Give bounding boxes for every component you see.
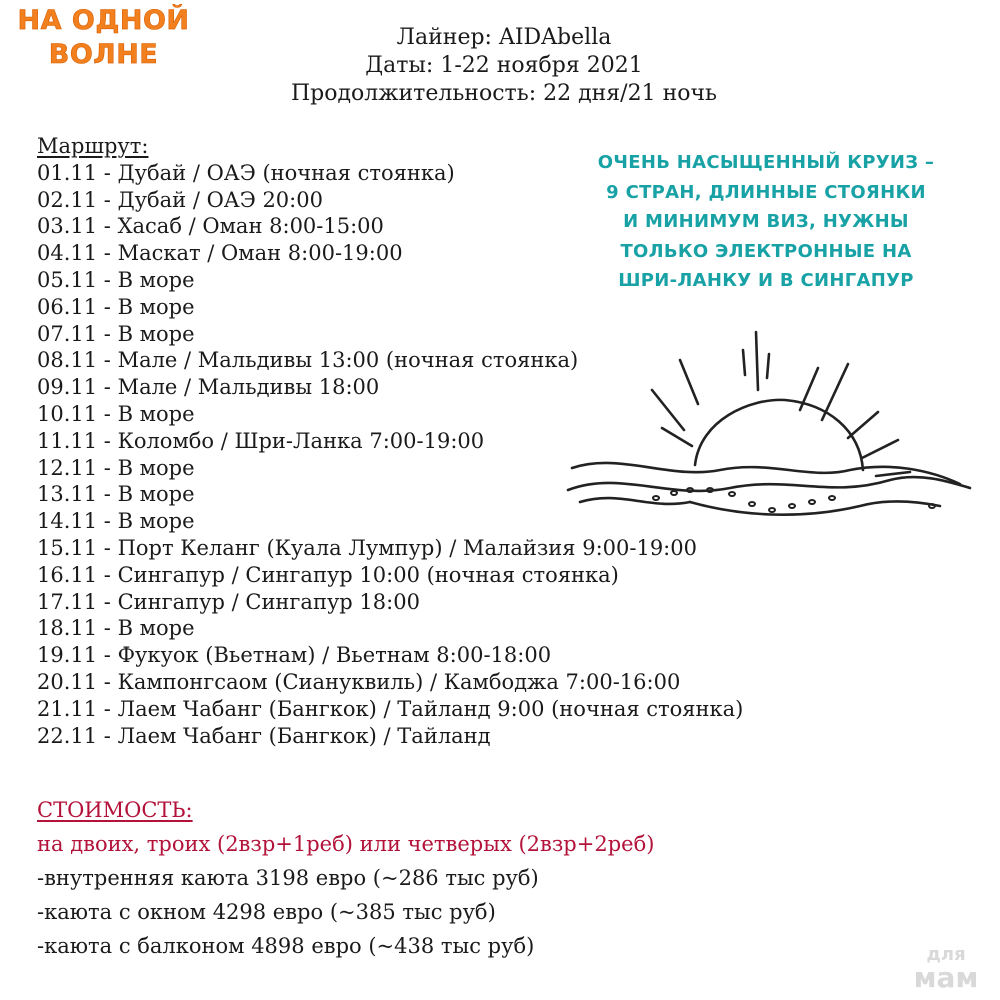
price-item: -внутренняя каюта 3198 евро (~286 тыс руб) bbox=[37, 866, 539, 890]
note-line: 9 СТРАН, ДЛИННЫЕ СТОЯНКИ bbox=[606, 181, 926, 203]
price-section bbox=[37, 793, 837, 963]
route-item: 09.11 - Мале / Мальдивы 18:00 bbox=[37, 375, 380, 400]
price-title: СТОИМОСТЬ: bbox=[37, 798, 193, 822]
route-item: 08.11 - Мале / Мальдивы 13:00 (ночная стоянка) bbox=[37, 348, 579, 373]
liner-name: Лайнер: AIDAbella bbox=[396, 25, 612, 50]
route-item: 22.11 - Лаем Чабанг (Бангкок) / Тайланд bbox=[37, 723, 491, 748]
note-line: ОЧЕНЬ НАСЫЩЕННЫЙ КРУИЗ – bbox=[597, 152, 935, 173]
cruise-highlight-note bbox=[556, 148, 976, 296]
route-item: 03.11 - Хасаб / Оман 8:00-15:00 bbox=[37, 214, 384, 239]
route-item: 18.11 - В море bbox=[37, 616, 195, 641]
watermark-line-2: мам bbox=[913, 961, 979, 994]
route-item: 13.11 - В море bbox=[37, 482, 195, 507]
logo-line-1: НА ОДНОЙ bbox=[17, 5, 190, 36]
watermark bbox=[906, 946, 986, 992]
logo-line-2: ВОЛНЕ bbox=[48, 39, 159, 70]
route-item: 06.11 - В море bbox=[37, 294, 195, 319]
route-item: 02.11 - Дубай / ОАЭ 20:00 bbox=[37, 187, 323, 212]
route-title: Маршрут: bbox=[37, 134, 149, 158]
cruise-header bbox=[0, 24, 1000, 108]
route-item: 21.11 - Лаем Чабанг (Бангкок) / Тайланд 9:00 (ночная стоянка) bbox=[37, 696, 744, 721]
note-line: ШРИ-ЛАНКУ И В СИНГАПУР bbox=[618, 270, 914, 291]
route-item: 19.11 - Фукуок (Вьетнам) / Вьетнам 8:00-18:00 bbox=[37, 643, 552, 668]
note-line: И МИНИМУМ ВИЗ, НУЖНЫ bbox=[623, 211, 909, 232]
price-item: -каюта с окном 4298 евро (~385 тыс руб) bbox=[37, 900, 496, 924]
route-item: 05.11 - В море bbox=[37, 267, 195, 292]
route-item: 01.11 - Дубай / ОАЭ (ночная стоянка) bbox=[37, 160, 455, 185]
cruise-duration: Продолжительность: 22 дня/21 ночь bbox=[290, 81, 717, 106]
price-item: -каюта с балконом 4898 евро (~438 тыс руб) bbox=[37, 934, 535, 958]
sun-over-waves-icon bbox=[560, 320, 980, 530]
note-line: ТОЛЬКО ЭЛЕКТРОННЫЕ НА bbox=[620, 240, 912, 262]
route-item: 11.11 - Коломбо / Шри-Ланка 7:00-19:00 bbox=[37, 428, 485, 453]
route-item: 15.11 - Порт Келанг (Куала Лумпур) / Малайзия 9:00-19:00 bbox=[37, 535, 697, 560]
route-item: 20.11 - Кампонгсаом (Сиануквиль) / Камбоджа 7:00-16:00 bbox=[37, 669, 681, 694]
route-item: 10.11 - В море bbox=[37, 401, 195, 426]
price-subtitle: на двоих, троих (2взр+1реб) или четверых (2взр+2реб) bbox=[37, 832, 655, 856]
route-item: 14.11 - В море bbox=[37, 509, 195, 534]
route-item: 16.11 - Сингапур / Сингапур 10:00 (ночная стоянка) bbox=[37, 562, 619, 587]
watermark-line-1: для bbox=[926, 944, 966, 965]
route-item: 17.11 - Сингапур / Сингапур 18:00 bbox=[37, 589, 420, 614]
route-item: 07.11 - В море bbox=[37, 321, 195, 346]
route-item: 04.11 - Маскат / Оман 8:00-19:00 bbox=[37, 241, 403, 266]
route-item: 12.11 - В море bbox=[37, 455, 195, 480]
cruise-dates: Даты: 1-22 ноября 2021 bbox=[365, 53, 643, 78]
